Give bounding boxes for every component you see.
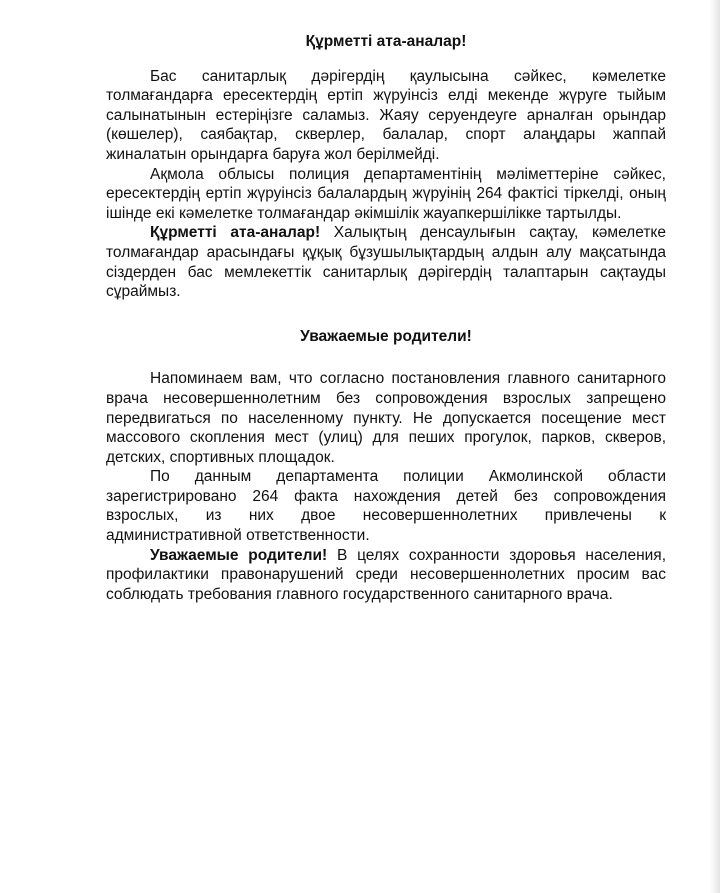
kazakh-paragraph-3-bold: Құрметті ата-аналар!	[150, 224, 321, 242]
page-edge-shadow	[710, 0, 720, 893]
russian-paragraph-2: По данным департамента полиции Акмолинской области зарегистрировано 264 факта нахождения детей без сопровождения взрослых, из них двое несовершеннолетних привлечены к административной ответственности.	[106, 468, 666, 545]
kazakh-paragraph-3-text: Халықтың денсаулығын сақтау, кәмелетке толмағандар арасындағы құқық бұзушылықтардың алдын алу мақсатында сіздерден бас мемлекеттік санитарлық дәрігердің талаптарын сақтауды сұраймыз.	[106, 224, 666, 301]
russian-paragraph-3-bold: Уважаемые родители!	[150, 546, 328, 564]
russian-section	[106, 327, 666, 605]
russian-paragraph-1: Напоминаем вам, что согласно постановления главного санитарного врача несовершеннолетним без сопровождения взрослых запрещено передвигаться по населенному пункту. Не допускается посещение мест массового скопления мест (улиц) для пеших прогулок, парков, скверов, детских, спортивных площадок.	[106, 370, 666, 466]
kazakh-section	[106, 32, 666, 302]
document-body	[106, 32, 666, 604]
russian-paragraph-3-text: В целях сохранности здоровья населения, профилактики правонарушений среди несовершеннолетних просим вас соблюдать требования главного государственного санитарного врача.	[106, 546, 666, 603]
kazakh-paragraph-3	[106, 223, 666, 301]
kazakh-paragraph-1: Бас санитарлық дәрігердің қаулысына сәйкес, кәмелетке толмағандарға ересектердің ертіп жүруінсіз елді мекенде жүруге тыйым салынатынын естеріңізге саламыз. Жаяу серуендеуге арналған орындар (көшелер), саябақтар, скверлер, балалар, спорт алаңдары жаппай жиналатын орындарға баруға жол берілмейді.	[106, 67, 666, 163]
kazakh-paragraph-2: Ақмола облысы полиция департаментінің мәліметтеріне сәйкес, ересектердің ертіп жүруінсіз балалардың жүруінің 264 фактісі тіркелді, оның ішінде екі кәмелетке толмағандар әкімшілік жауапкершілікке тартылды.	[106, 165, 666, 222]
russian-heading: Уважаемые родители!	[300, 327, 472, 345]
kazakh-heading: Құрметті ата-аналар!	[305, 33, 467, 50]
russian-paragraph-3	[106, 546, 666, 605]
